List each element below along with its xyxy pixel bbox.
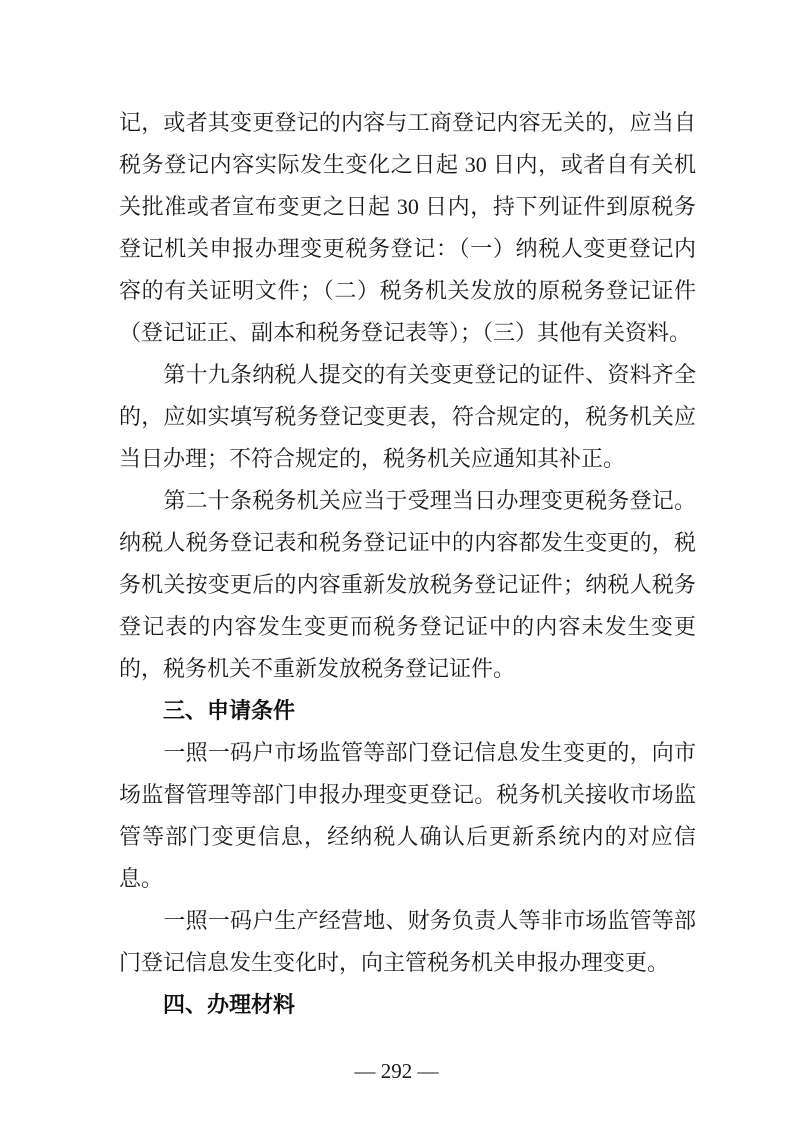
text-line: 登记表的内容发生变更而税务登记证中的内容未发生变更	[119, 614, 696, 639]
text-line: （登记证正、副本和税务登记表等）；（三）其他有关资料。	[119, 320, 692, 345]
text-line: 场监督管理等部门申报办理变更登记。税务机关接收市场监	[119, 782, 696, 807]
text-line: 务机关按变更后的内容重新发放税务登记证件；纳税人税务	[119, 572, 696, 597]
text-line: 记，或者其变更登记的内容与工商登记内容无关的，应当自	[119, 110, 696, 135]
text-line: 登记机关申报办理变更税务登记：（一）纳税人变更登记内	[119, 236, 696, 261]
document-body	[119, 102, 696, 1026]
text-line: 的，税务机关不重新发放税务登记证件。	[119, 656, 516, 681]
text-line: 一照一码户市场监管等部门登记信息发生变更的，向市	[119, 740, 696, 765]
text-line: 第二十条税务机关应当于受理当日办理变更税务登记。	[119, 488, 696, 513]
text-line: 门登记信息发生变化时，向主管税务机关申报办理变更。	[119, 950, 670, 975]
text-line: 第十九条纳税人提交的有关变更登记的证件、资料齐全	[119, 362, 696, 387]
section-heading-line: 三、申请条件	[119, 698, 296, 723]
text-line: 纳税人税务登记表和税务登记证中的内容都发生变更的，税	[119, 530, 696, 555]
text-line: 管等部门变更信息，经纳税人确认后更新系统内的对应信	[119, 824, 696, 849]
page-number: — 292 —	[354, 1059, 439, 1083]
text-line: 税务登记内容实际发生变化之日起 30 日内，或者自有关机	[119, 152, 696, 177]
text-line: 息。	[119, 866, 164, 891]
text-line: 容的有关证明文件；（二）税务机关发放的原税务登记证件	[119, 278, 696, 303]
text-line: 关批准或者宣布变更之日起 30 日内，持下列证件到原税务	[119, 194, 696, 219]
text-line: 的，应如实填写税务登记变更表，符合规定的，税务机关应	[119, 404, 696, 429]
text-line: 一照一码户生产经营地、财务负责人等非市场监管等部	[119, 908, 696, 933]
text-line: 当日办理；不符合规定的，税务机关应通知其补正。	[119, 446, 626, 471]
section-heading-line: 四、办理材料	[119, 992, 296, 1017]
